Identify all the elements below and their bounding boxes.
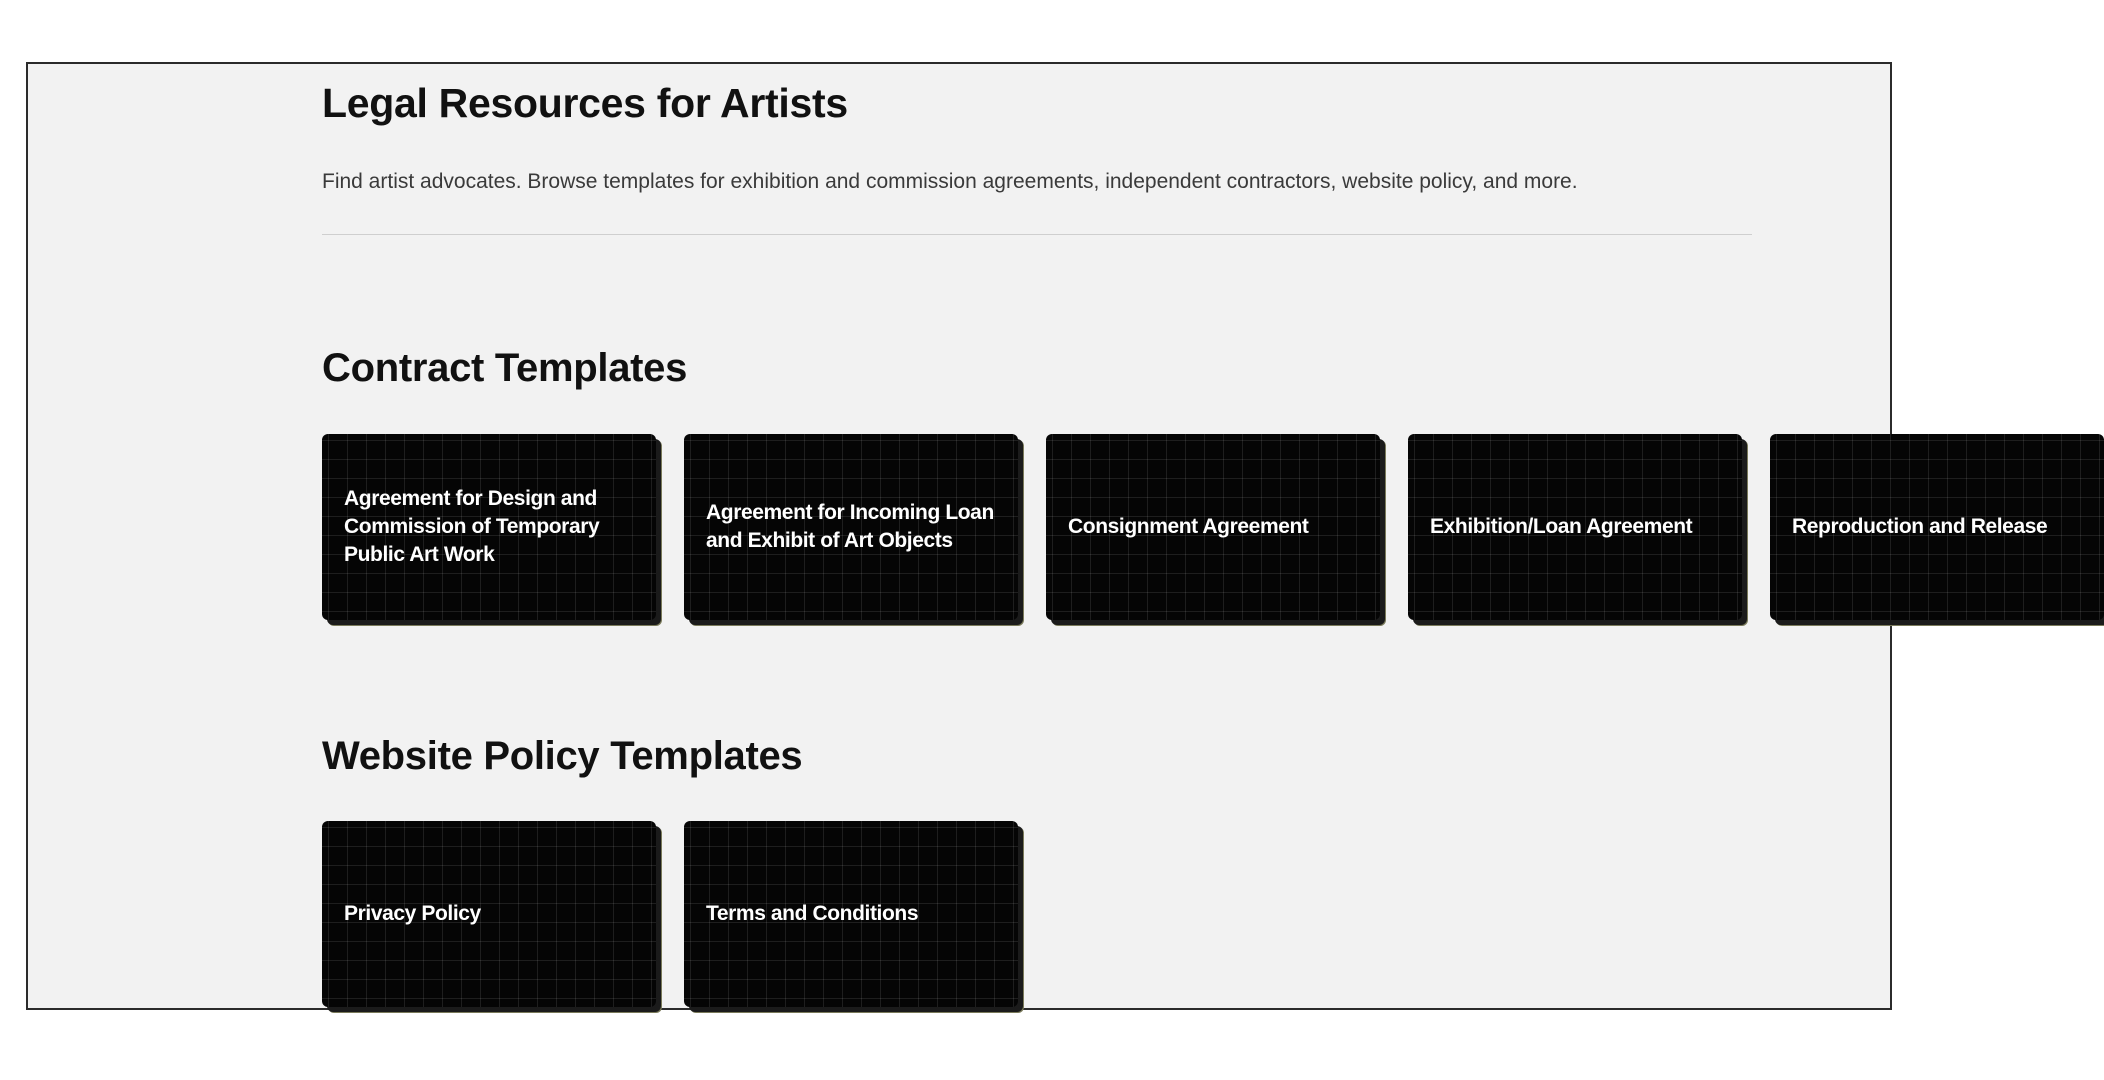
card-design-commission-agreement[interactable] [322, 434, 656, 620]
card-label: Agreement for Incoming Loan and Exhibit of Art Objects [706, 501, 994, 552]
card-consignment-agreement[interactable] [1046, 434, 1380, 620]
card-label: Reproduction and Release [1792, 515, 2048, 538]
card-label: Agreement for Design and Commission of Temporary Public Art Work [344, 487, 600, 566]
card-label: Consignment Agreement [1068, 515, 1309, 538]
card-exhibition-loan-agreement[interactable] [1408, 434, 1742, 620]
card-label: Exhibition/Loan Agreement [1430, 515, 1693, 538]
website-policy-templates-row [322, 821, 1018, 1007]
contract-templates-heading: Contract Templates [322, 346, 688, 390]
website-policy-templates-heading: Website Policy Templates [322, 734, 803, 778]
page-description: Find artist advocates. Browse templates for exhibition and commission agreements, independent contractors, website policy, and more. [322, 170, 1578, 193]
page-title: Legal Resources for Artists [322, 80, 848, 126]
contract-templates-row [322, 434, 2104, 620]
card-incoming-loan-agreement[interactable] [684, 434, 1018, 620]
card-label: Privacy Policy [344, 902, 481, 925]
section-divider [322, 234, 1752, 235]
card-privacy-policy[interactable] [322, 821, 656, 1007]
card-terms-and-conditions[interactable] [684, 821, 1018, 1007]
card-label: Terms and Conditions [706, 902, 919, 925]
browser-viewport [26, 62, 2048, 1010]
card-reproduction-release[interactable] [1770, 434, 2104, 620]
